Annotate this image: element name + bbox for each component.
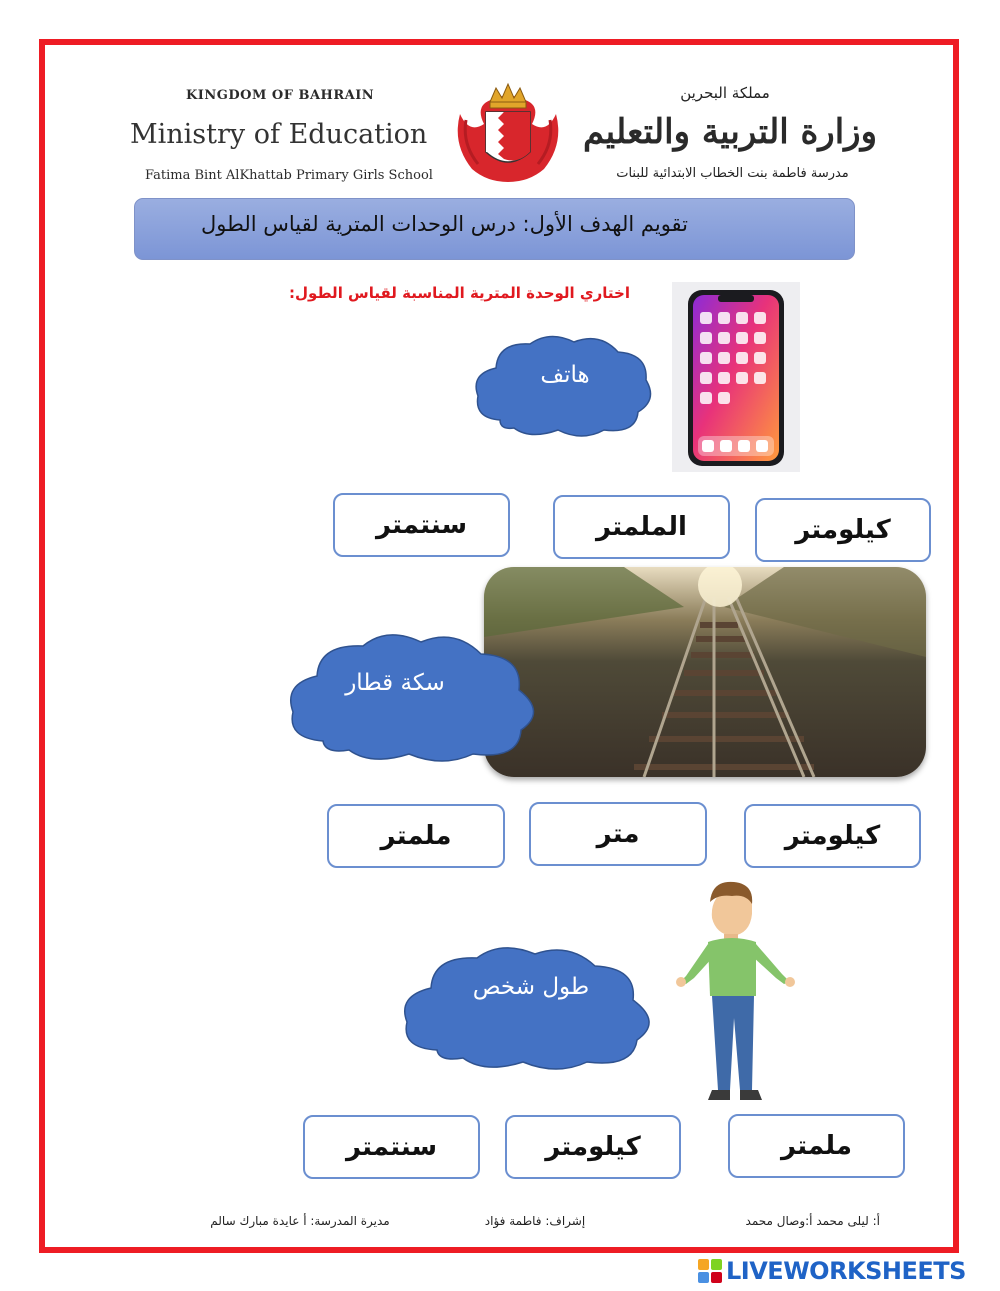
phone-image [672,282,800,472]
person-image [672,878,802,1113]
ministry-label-en: Ministry of Education [130,119,428,150]
title-bar [134,198,855,260]
instruction-text: اختاري الوحدة المترية المناسبة لقياس الطول: [289,284,630,302]
bahrain-emblem-logo [452,74,564,184]
page-title: تقويم الهدف الأول: درس الوحدات المترية لقياس الطول [200,212,689,236]
liveworksheets-logo-icon [698,1259,722,1283]
question-1-label: هاتف [540,362,590,388]
cloud-shape [283,626,553,766]
option-button[interactable]: كيلومتر [505,1115,681,1179]
option-button[interactable]: كيلومتر [744,804,921,868]
kingdom-label-ar: مملكة البحرين [680,84,770,102]
cloud-shape [397,940,669,1072]
school-label-ar: مدرسة فاطمة بنت الخطاب الابتدائية للبنات [616,166,849,181]
option-button[interactable]: كيلومتر [755,498,931,562]
option-button[interactable]: ملمتر [728,1114,905,1178]
option-button[interactable]: الملمتر [553,495,730,559]
option-button[interactable]: سنتمتر [333,493,510,557]
question-2-label: سكة قطار [345,670,445,696]
teachers-credit: أ: ليلى محمد أ:وصال محمد [745,1214,880,1228]
principal-credit: مديرة المدرسة: أ عايدة مبارك سالم [210,1214,390,1228]
school-label-en: Fatima Bint AlKhattab Primary Girls School [145,168,433,183]
option-button[interactable]: ملمتر [327,804,505,868]
option-button[interactable]: سنتمتر [303,1115,480,1179]
supervisor-credit: إشراف: فاطمة فؤاد [484,1214,586,1228]
kingdom-label-en: KINGDOM OF BAHRAIN [186,88,375,103]
brand-label: LIVEWORKSHEETS [726,1257,966,1285]
liveworksheets-brand [698,1256,966,1286]
question-3-label: طول شخص [472,974,590,1000]
ministry-label-ar: وزارة التربية والتعليم [583,112,877,152]
option-button[interactable]: متر [529,802,707,866]
